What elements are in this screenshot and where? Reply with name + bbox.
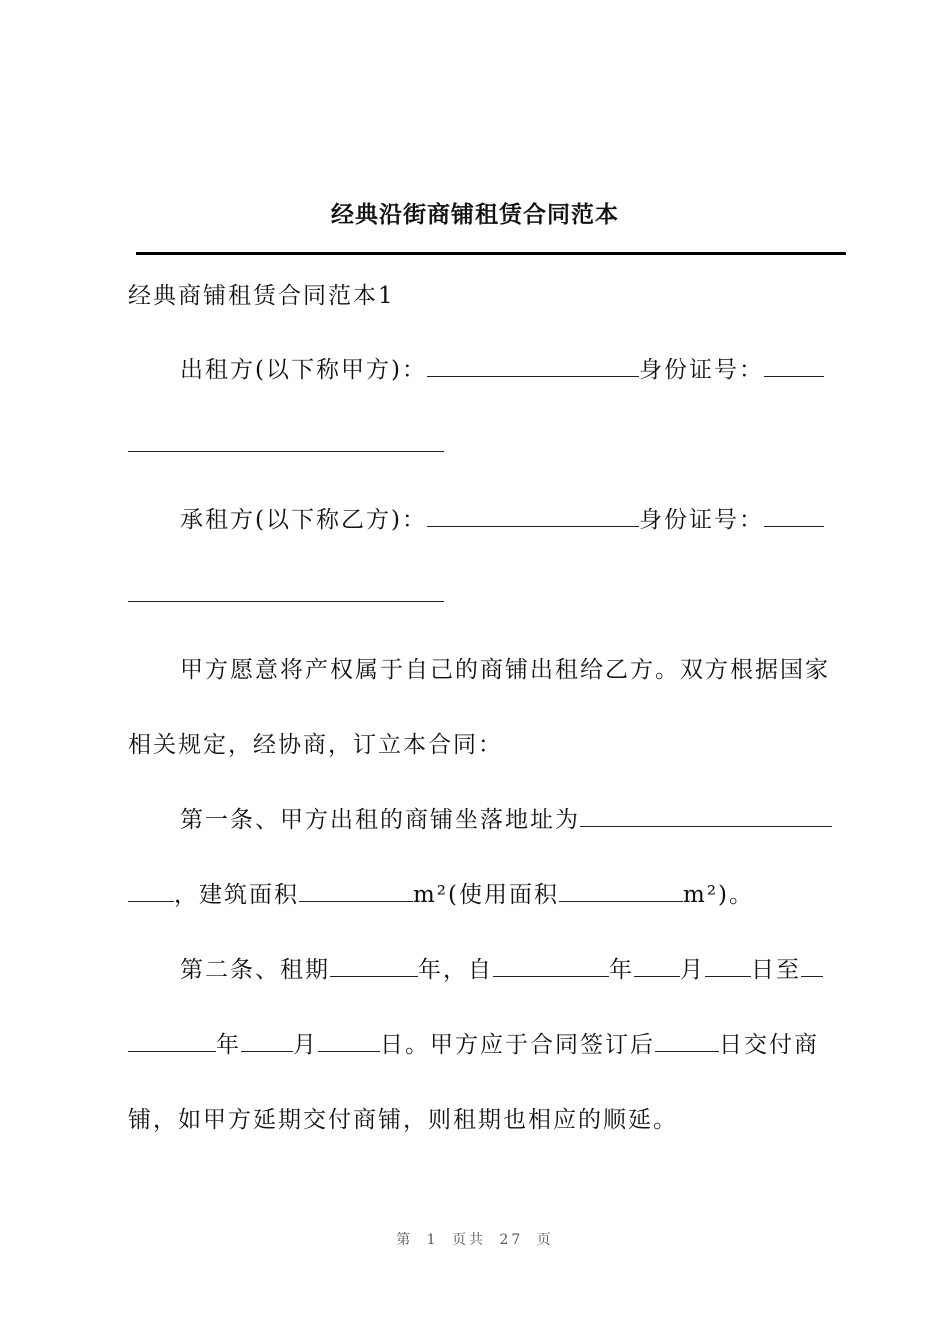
area-unit-close: m²)。 xyxy=(683,882,755,908)
lessor-id-continuation xyxy=(128,430,843,460)
document-title: 经典沿街商铺租赁合同范本 xyxy=(331,201,619,228)
area-label: ，建筑面积 xyxy=(174,882,299,908)
lessor-id-blank xyxy=(764,356,824,377)
delivery-text-end: 日交付商 xyxy=(719,1032,819,1058)
lessor-id-blank-cont xyxy=(128,431,444,452)
lessee-label: 承租方(以下称乙方)： xyxy=(180,507,427,533)
article-2-term-label: 第二条、租期 xyxy=(180,957,330,983)
month-label: 月 xyxy=(680,957,705,983)
end-month-blank xyxy=(241,1031,293,1052)
article-1-text: 第一条、甲方出租的商铺坐落地址为 xyxy=(180,807,580,833)
lessee-name-blank xyxy=(427,506,639,527)
to-label: 日至 xyxy=(751,957,801,983)
intro-line-1: 甲方愿意将产权属于自己的商铺出租给乙方。双方根据国家 xyxy=(180,657,830,683)
end-month-label: 月 xyxy=(293,1032,318,1058)
lessee-line xyxy=(180,505,843,535)
end-year-blank-cont xyxy=(128,1031,216,1052)
building-area-blank xyxy=(299,881,413,902)
page-footer: 第 1 页共 27 页 xyxy=(396,1232,554,1248)
lessor-line xyxy=(180,355,843,385)
lessee-id-label: 身份证号： xyxy=(638,507,764,533)
start-year-blank xyxy=(493,956,609,977)
article-2-line-3: 铺，如甲方延期交付商铺，则租期也相应的顺延。 xyxy=(128,1107,678,1133)
article-1-line-2 xyxy=(128,880,843,910)
usable-area-blank xyxy=(559,881,683,902)
article-2-line-1 xyxy=(180,955,843,985)
intro-line-2: 相关规定，经协商，订立本合同： xyxy=(128,732,503,758)
start-day-blank xyxy=(705,956,751,977)
lessor-name-blank xyxy=(427,356,639,377)
article-2-line-2 xyxy=(128,1030,843,1060)
start-month-blank xyxy=(634,956,680,977)
lessee-id-blank xyxy=(764,506,824,527)
article-1-line-1 xyxy=(180,805,843,835)
lessor-id-label: 身份证号： xyxy=(638,357,764,383)
term-years-blank xyxy=(330,956,418,977)
end-year-blank xyxy=(801,956,823,977)
delivery-days-blank xyxy=(655,1031,719,1052)
lessee-id-continuation xyxy=(128,580,843,610)
address-blank xyxy=(580,806,832,827)
lessor-label: 出租方(以下称甲方)： xyxy=(180,357,427,383)
year-label: 年 xyxy=(609,957,634,983)
section-heading: 经典商铺租赁合同范本1 xyxy=(128,283,395,309)
end-year-label: 年 xyxy=(216,1032,241,1058)
from-label: 年，自 xyxy=(418,957,493,983)
usable-area-label: m²(使用面积 xyxy=(413,882,560,908)
address-blank-cont xyxy=(128,881,174,902)
end-day-blank xyxy=(318,1031,380,1052)
lessee-id-blank-cont xyxy=(128,581,444,602)
delivery-text: 日。甲方应于合同签订后 xyxy=(380,1032,655,1058)
title-divider xyxy=(136,252,846,255)
